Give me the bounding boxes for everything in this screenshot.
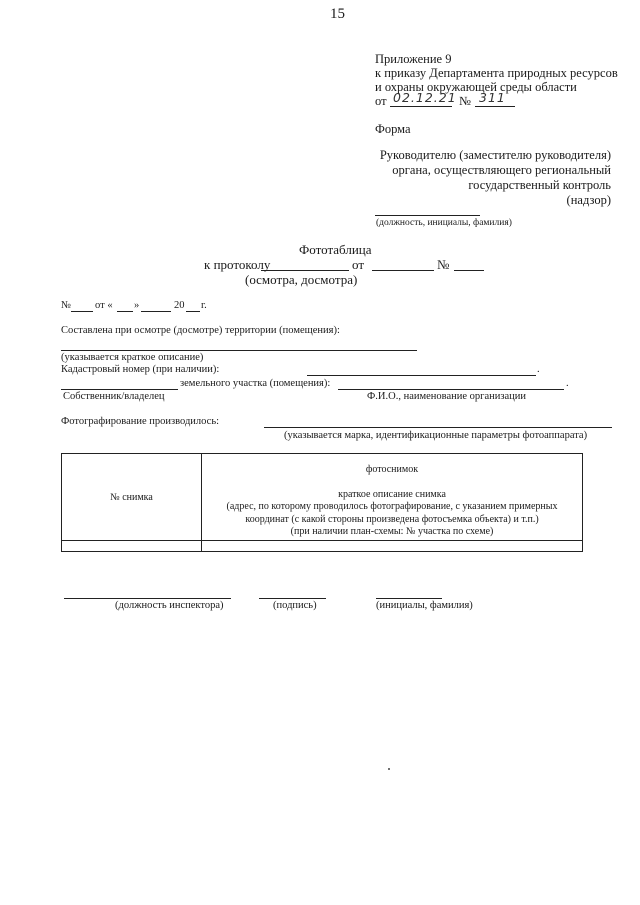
handwritten-number: 311: [479, 90, 506, 105]
appendix-title: Приложение 9: [375, 52, 452, 66]
protocol-no-field[interactable]: [454, 270, 484, 271]
photography-caption: (указывается марка, идентификационные параметры фотоаппарата): [284, 430, 588, 441]
form-label: Форма: [375, 122, 411, 136]
column-description-title: краткое описание снимка: [338, 488, 446, 500]
compiled-label: Составлена при осмотре (досмотре) территории (помещения):: [61, 325, 340, 336]
column-photo-title: фотоснимок: [365, 464, 419, 475]
date-close: »: [134, 300, 140, 311]
appendix-date-prefix: от: [375, 94, 387, 108]
year-prefix: 20: [174, 300, 185, 311]
owner-caption: Собственник/владелец: [63, 391, 165, 402]
compiled-field[interactable]: [61, 350, 417, 351]
addressee-line3: государственный контроль: [468, 178, 611, 192]
inspector-name-caption: (инициалы, фамилия): [376, 600, 473, 611]
photography-label: Фотографирование производилось:: [61, 416, 220, 427]
protocol-number-sign: №: [437, 257, 450, 272]
inspector-name-field[interactable]: [376, 598, 442, 599]
photo-table: [61, 453, 583, 552]
document-title: Фототаблица: [299, 242, 372, 257]
land-field[interactable]: [338, 389, 564, 390]
year-field[interactable]: [186, 311, 200, 312]
protocol-number-field[interactable]: [261, 270, 349, 271]
protocol-from: от: [352, 257, 365, 272]
page-number: 15: [330, 6, 345, 22]
year-suffix: г.: [201, 300, 207, 311]
table-row: [62, 541, 583, 552]
date-open: от «: [95, 300, 113, 311]
column-photo-number: № снимка: [110, 491, 153, 503]
land-label: земельного участка (помещения):: [180, 378, 331, 389]
cadastral-label: Кадастровый номер (при наличии):: [61, 364, 220, 375]
number-sign: №: [61, 300, 72, 311]
inspector-position-caption: (должность инспектора): [115, 600, 224, 611]
scan-speck: [388, 768, 390, 770]
handwritten-date: 02.12.21: [393, 90, 457, 105]
addressee-line2: органа, осуществляющего региональный: [392, 163, 611, 177]
addressee-line4: (надзор): [566, 193, 611, 207]
month-field[interactable]: [141, 311, 171, 312]
compiled-caption: (указывается краткое описание): [61, 352, 204, 363]
addressee-line1: Руководителю (заместителю руководителя): [379, 148, 611, 162]
cadastral-field[interactable]: [307, 375, 536, 376]
table-header-row: [62, 454, 583, 541]
date-underline: [390, 106, 452, 107]
table-header-number: [62, 454, 202, 541]
column-description-line2: координат (с какой стороны произведена фотосъемка объекта) и т.п.): [245, 513, 539, 525]
inspector-position-field[interactable]: [64, 598, 231, 599]
table-header-photo: [202, 454, 583, 541]
name-caption: Ф.И.О., наименование организации: [367, 391, 527, 402]
addressee-underline: [375, 215, 480, 216]
inspector-signature-caption: (подпись): [273, 600, 317, 611]
protocol-date-field[interactable]: [372, 270, 434, 271]
number-underline: [475, 106, 515, 107]
addressee-caption: (должность, инициалы, фамилия): [376, 218, 512, 228]
camera-field[interactable]: [264, 427, 612, 428]
day-field[interactable]: [117, 311, 133, 312]
appendix-number-prefix: №: [459, 94, 471, 108]
column-description-line3: (при наличии план-схемы: № участка по схеме): [290, 526, 494, 537]
document-subtitle: (осмотра, досмотра): [245, 272, 358, 287]
owner-field[interactable]: [61, 389, 178, 390]
table-cell-photo[interactable]: [202, 541, 583, 552]
inspector-signature-field[interactable]: [259, 598, 326, 599]
land-end: .: [566, 378, 569, 389]
cadastral-end: .: [537, 364, 540, 375]
appendix-department-line: и охраны окружающей среды области: [375, 80, 577, 94]
appendix-order-line: к приказу Департамента природных ресурсов: [375, 66, 618, 80]
table-cell-number[interactable]: [62, 541, 202, 552]
number-field[interactable]: [71, 311, 93, 312]
column-description-line1: (адрес, по которому проводилось фотографирование, с указанием примерных: [226, 501, 558, 512]
protocol-prefix: к протоколу: [204, 257, 271, 272]
